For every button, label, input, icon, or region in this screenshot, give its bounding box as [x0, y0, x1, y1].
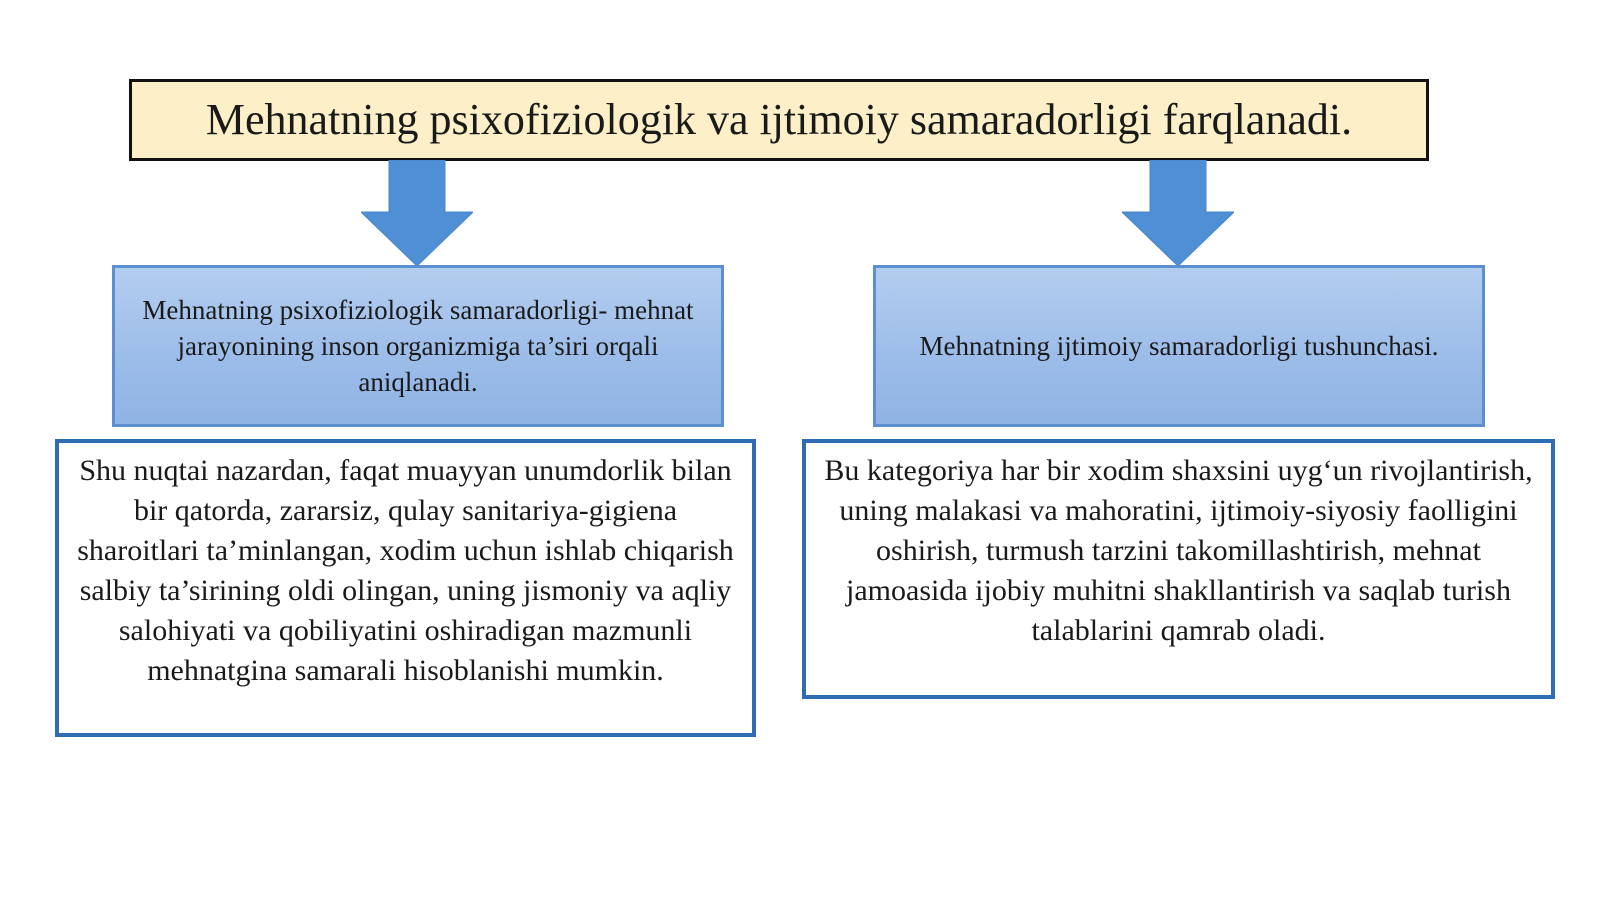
down-arrow-right-icon	[1122, 160, 1234, 268]
psychophysiological-description-text: Shu nuqtai nazardan, faqat muayyan unumdorlik bilan bir qatorda, zararsiz, qulay sanitariya-gigiena sharoitlari ta’minlangan, xodim uchun ishlab chiqarish salbiy ta’sirining oldi olingan, uning jismoniy va aqliy salohiyati va qobiliyatini oshiradigan mazmunli mehnatgina samarali hisoblanishi mumkin.	[77, 454, 734, 687]
down-arrow-left-icon	[361, 160, 473, 268]
social-efficiency-box	[873, 265, 1485, 427]
psychophysiological-efficiency-heading: Mehnatning psixofiziologik samaradorligi- mehnat jarayonining inson organizmiga ta’siri orqali aniqlanadi.	[142, 295, 694, 397]
social-description-text: Bu kategoriya har bir xodim shaxsini uyg‘un rivojlantirish, uning malakasi va mahoratini, ijtimoiy-siyosiy faolligini oshirish, turmush tarzini takomillashtirish, mehnat jamoasida ijobiy muhitni shakllantirish va saqlab turish talablarini qamrab oladi.	[824, 454, 1533, 647]
diagram-title: Mehnatning psixofiziologik va ijtimoiy samaradorligi farqlanadi.	[205, 94, 1353, 144]
psychophysiological-efficiency-box	[112, 265, 724, 427]
social-efficiency-heading: Mehnatning ijtimoiy samaradorligi tushunchasi.	[919, 331, 1439, 361]
psychophysiological-description-box	[55, 439, 756, 737]
social-description-box	[802, 439, 1555, 699]
title-box	[129, 79, 1429, 161]
